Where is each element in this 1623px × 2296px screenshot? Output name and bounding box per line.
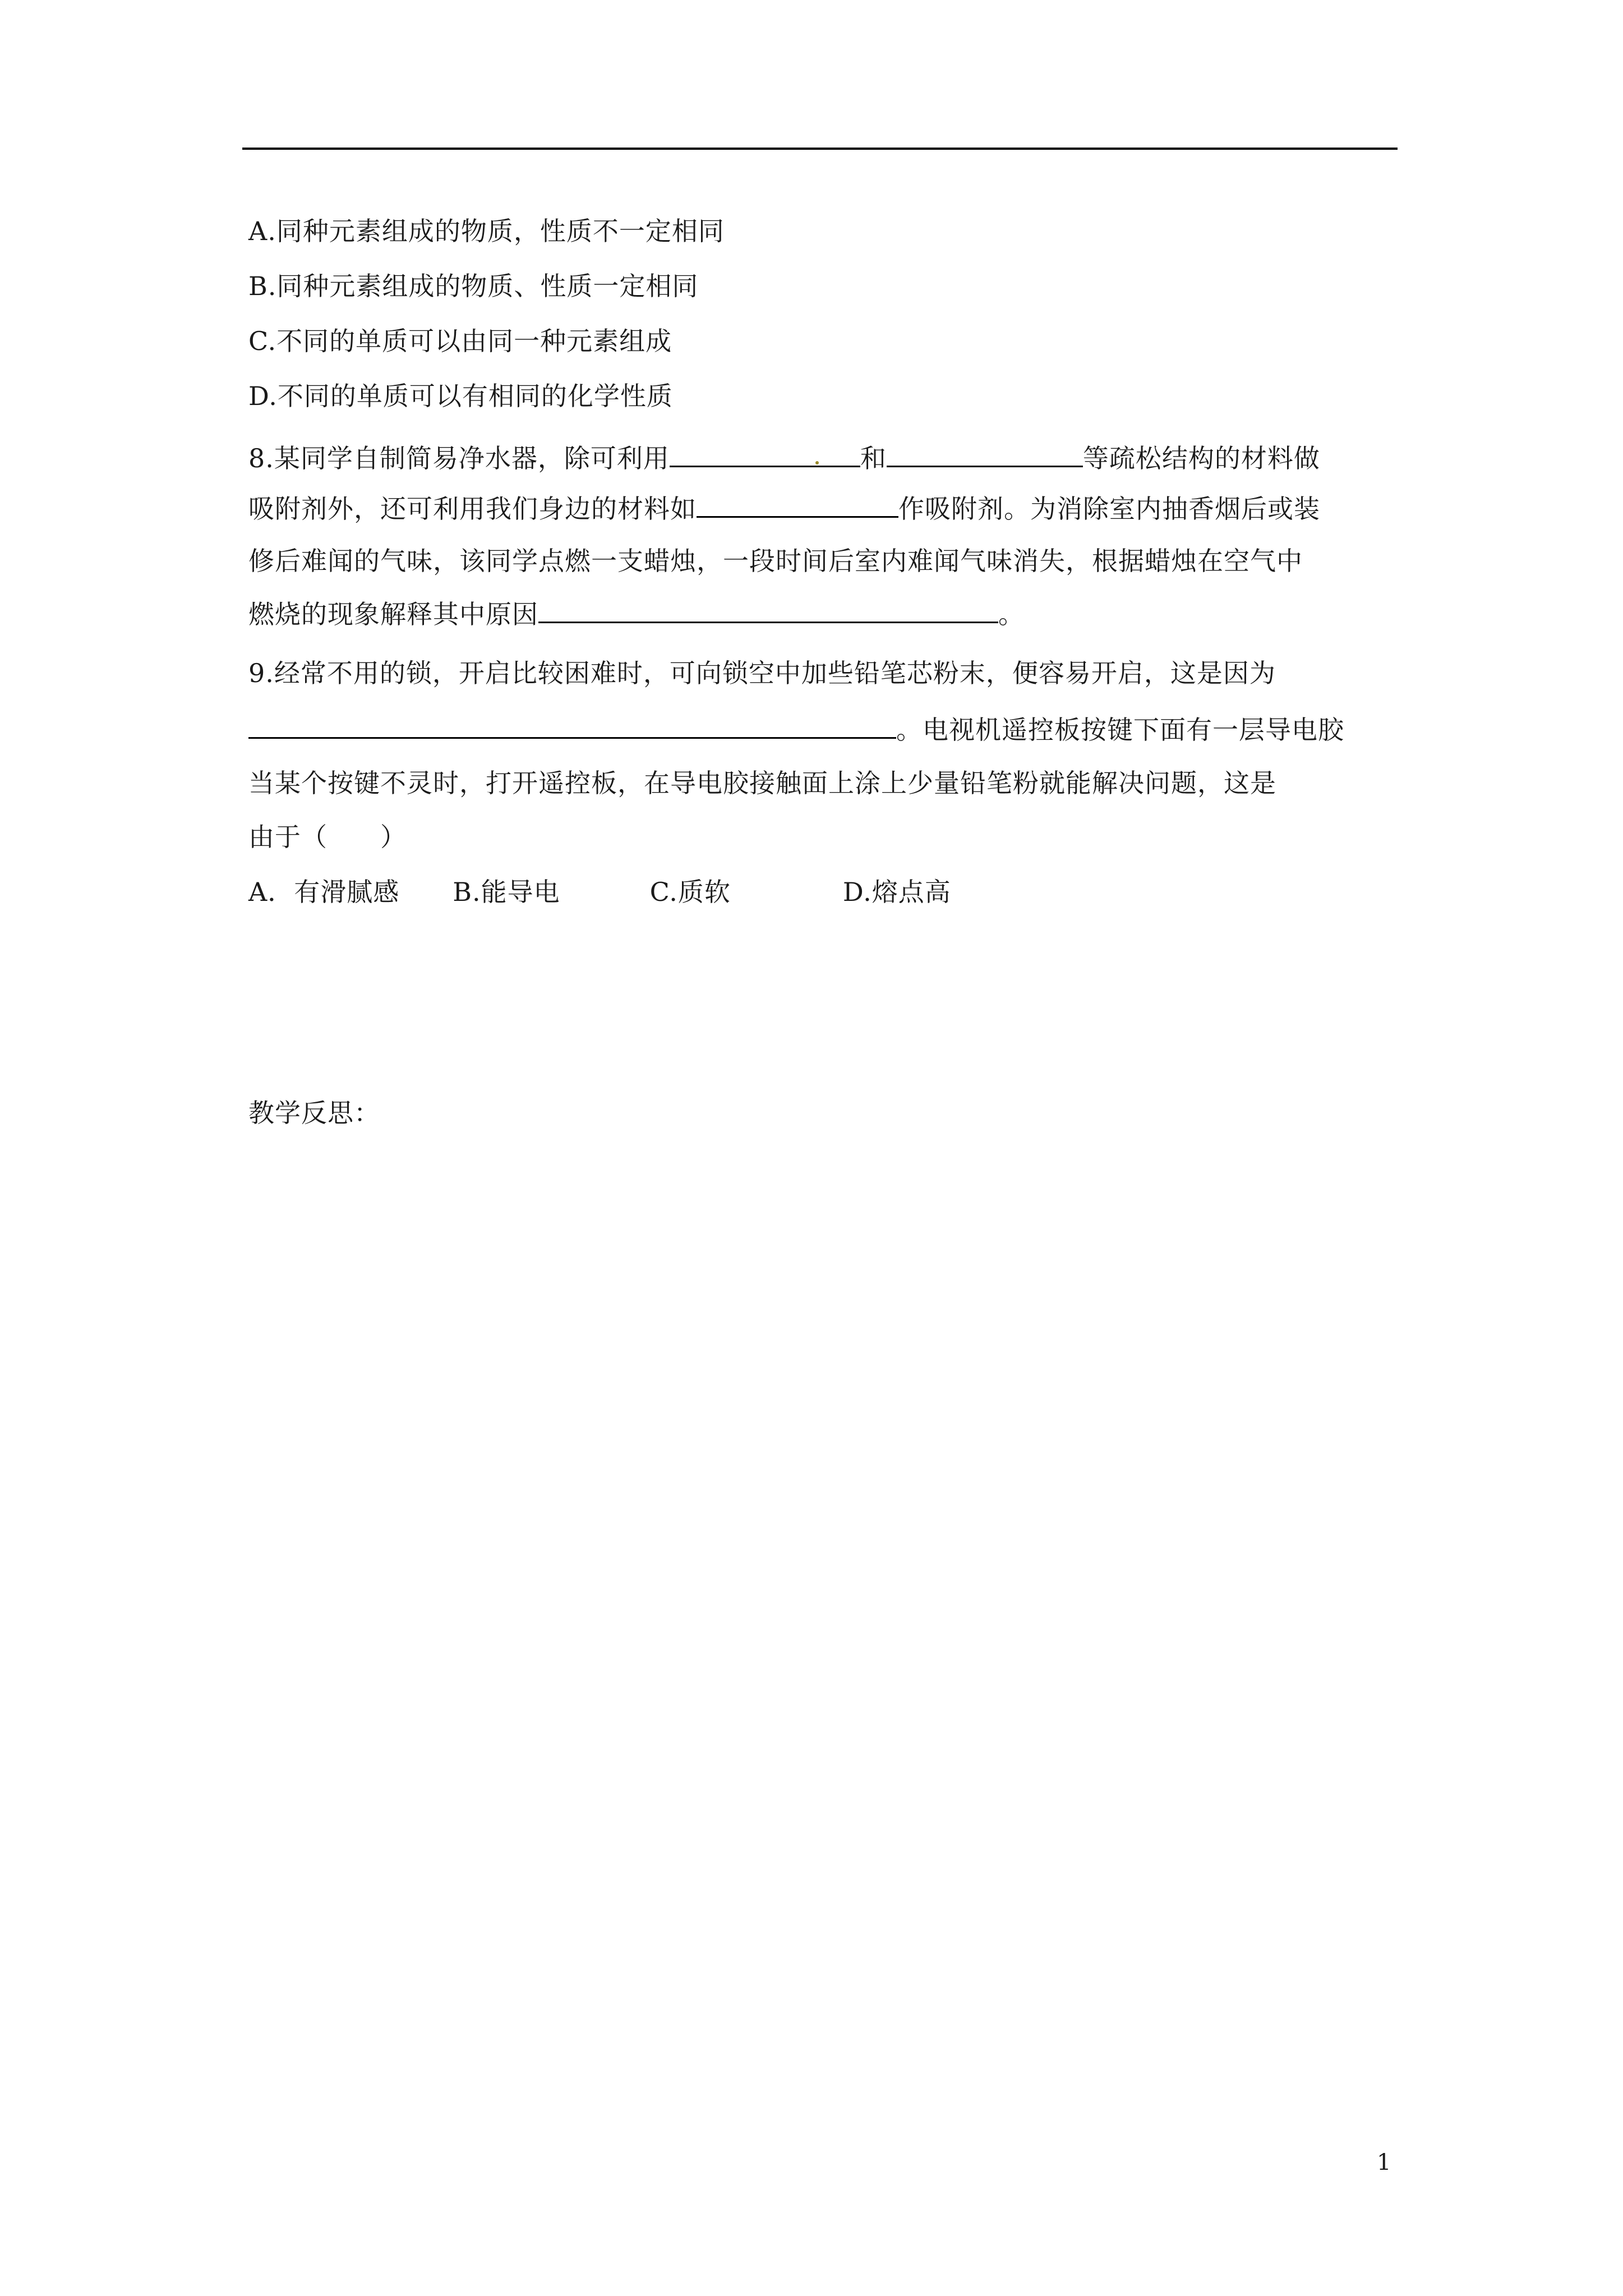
q8-text-4b: 。 [998, 599, 1025, 629]
q7-option-b: B.同种元素组成的物质、性质一定相同 [248, 271, 699, 301]
q8-text-2a: 吸附剂外，还可利用我们身边的材料如 [248, 494, 697, 524]
teaching-reflection-label: 教学反思： [248, 1098, 380, 1128]
q9-line-4: 由于（ ） [248, 822, 407, 852]
q8-blank-4 [538, 597, 998, 623]
q7-option-c: C.不同的单质可以由同一种元素组成 [248, 326, 672, 356]
q9-option-a: A．有滑腻感 [248, 877, 400, 907]
q8-line-1 [248, 441, 1320, 475]
q8-text-1a: 8.某同学自制简易净水器，除可利用 [248, 443, 670, 473]
q9-option-d: D.熔点高 [842, 877, 951, 907]
q9-line-3: 当某个按键不灵时，打开遥控板，在导电胶接触面上涂上少量铅笔粉就能解决问题，这是 [248, 768, 1276, 798]
page-number: 1 [1377, 2150, 1391, 2175]
q7-option-d: D.不同的单质可以有相同的化学性质 [248, 381, 673, 411]
q8-text-4a: 燃烧的现象解释其中原因 [248, 599, 538, 629]
stray-dot-mark [815, 461, 819, 464]
q9-line-1: 9.经常不用的锁，开启比较困难时，可向锁空中加些铅笔芯粉末，便容易开启，这是因为 [248, 658, 1276, 688]
q8-text-1c: 等疏松结构的材料做 [1082, 443, 1320, 473]
q7-option-a: A.同种元素组成的物质，性质不一定相同 [248, 216, 725, 246]
q9-blank-1 [248, 712, 896, 739]
q8-blank-1 [670, 441, 860, 467]
q8-blank-2 [887, 441, 1083, 467]
q9-line-2 [248, 712, 1344, 747]
q8-text-1b: 和 [860, 443, 887, 473]
header-rule [242, 148, 1398, 150]
q9-text-2b: 。电视机遥控板按键下面有一层导电胶 [896, 715, 1344, 745]
q9-option-c: C.质软 [649, 877, 731, 907]
q8-line-3: 修后难闻的气味，该同学点燃一支蜡烛，一段时间后室内难闻气味消失，根据蜡烛在空气中 [248, 546, 1303, 576]
q8-blank-3 [697, 491, 898, 518]
q9-options [248, 875, 951, 909]
q9-option-b: B.能导电 [453, 877, 560, 907]
q8-line-4 [248, 597, 1025, 631]
q8-line-2 [248, 491, 1320, 526]
q8-text-2b: 作吸附剂。为消除室内抽香烟后或装 [898, 494, 1320, 524]
